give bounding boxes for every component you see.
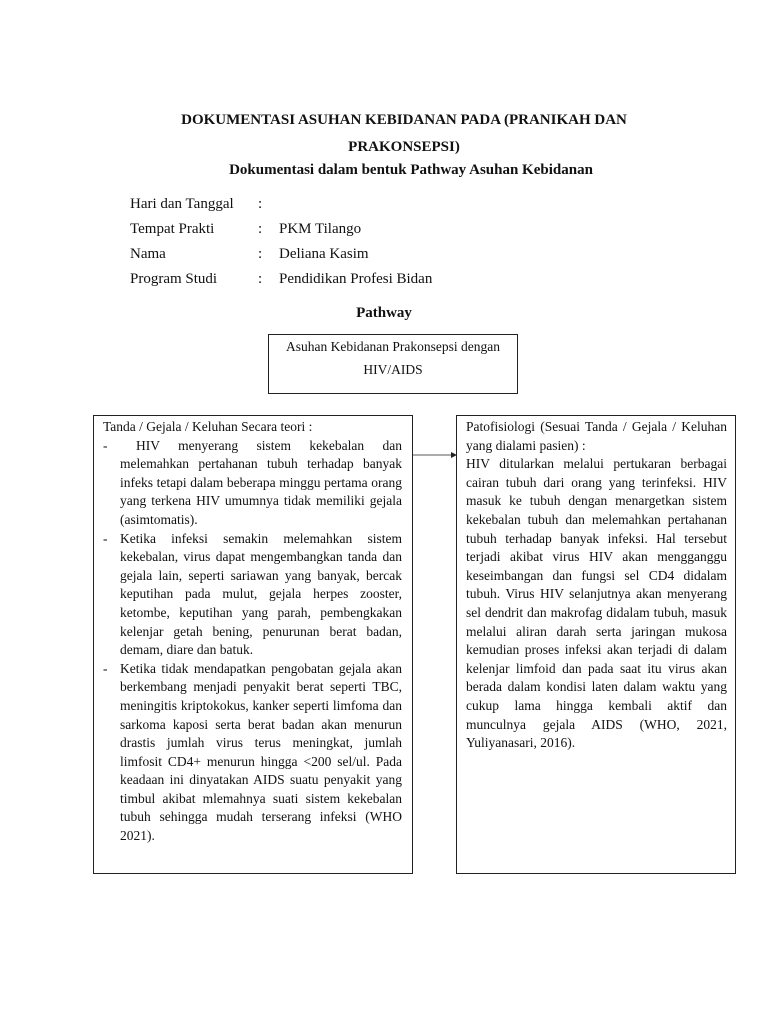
nama-label: Nama bbox=[130, 246, 166, 262]
symptoms-box bbox=[93, 415, 413, 874]
dash-bullet: - bbox=[103, 530, 108, 546]
symptoms-list bbox=[103, 437, 402, 846]
dash-bullet: - bbox=[103, 437, 108, 453]
program-studi-label: Program Studi bbox=[130, 271, 218, 287]
symptoms-box-heading: Tanda / Gejala / Keluhan Secara teori : bbox=[103, 419, 313, 434]
list-item bbox=[103, 530, 402, 660]
pathway-top-box bbox=[268, 334, 518, 394]
list-item bbox=[103, 660, 402, 846]
pathophysiology-body: HIV ditularkan melalui pertukaran berbagai cairan tubuh dari orang yang terinfeksi. HIV masuk ke tubuh dengan menargetkan sistem kekebalan tubuh dan melemahkan pertahanan tubuh terhadap banyak infeksi. Hal tersebut terjadi akibat virus HIV akan mengganggu keseimbangan dan fungsi sel CD4 didalam tubuh. Virus HIV selanjutnya akan menyerang sel dendrit dan makrofag didalam tubuh, masuk melalui aliran darah serta jaringan mukosa kemudian proses infeksi akan terjadi di dalam kelenjar limfoid dan pada saat itu virus akan berada dalam kondisi laten dalam waktu yang cukup lama hingga kembali aktif dan munculnya gejala AIDS (WHO, 2021, Yuliyanasari, 2016). bbox=[466, 456, 727, 751]
list-item-text: Ketika tidak mendapatkan pengobatan gejala akan berkembang menjadi penyakit berat seperti TBC, meningitis kriptokokus, kanker seperti limfoma dan sarkoma kaposi serta berat badan akan menurun drastis jumlah virus terus meningkat, jumlah limfosit CD4+ menurun hingga <200 sel/ul. Pada keadaan ini dinyatakan AIDS suatu penyakit yang timbul akibat mlemahnya suati sistem kekebalan tubuh sehingga mudah terserang infeksi (WHO 2021). bbox=[120, 660, 402, 844]
list-item-text: Ketika infeksi semakin melemahkan sistem kekebalan, virus dapat mengembangkan tanda dan gejala lain, seperti sariawan yang banyak, bercak keputihan pada mulut, gejala herpes zooster, ketombe, keputihan yang parah, pembengkakan kelenjar getah bening, penurunan berat badan, demam, diare dan batuk. bbox=[120, 530, 402, 658]
hari-tanggal-colon: : bbox=[258, 196, 263, 212]
tempat-label: Tempat Prakti bbox=[130, 221, 215, 237]
top-box-line-1: Asuhan Kebidanan Prakonsepsi dengan bbox=[285, 339, 501, 354]
dash-bullet: - bbox=[103, 660, 108, 676]
document-title-line-1: DOKUMENTASI ASUHAN KEBIDANAN PADA (PRANIKAH DAN bbox=[181, 112, 627, 128]
list-item bbox=[103, 437, 402, 530]
document-subtitle: Dokumentasi dalam bentuk Pathway Asuhan Kebidanan bbox=[229, 162, 593, 178]
top-box-line-2: HIV/AIDS bbox=[363, 362, 423, 377]
list-item-text: HIV menyerang sistem kekebalan dan melemahkan pertahanan tubuh terhadap banyak infeks tetapi dalam beberapa minggu pertama orang yang terkena HIV umumnya tidak memiliki gejala (asimtomatis). bbox=[120, 437, 402, 527]
nama-colon: : bbox=[258, 246, 263, 262]
program-studi-colon: : bbox=[258, 271, 263, 287]
program-studi-value: Pendidikan Profesi Bidan bbox=[279, 271, 433, 287]
connector-arrow bbox=[413, 448, 459, 462]
pathophysiology-box bbox=[456, 415, 736, 874]
tempat-value: PKM Tilango bbox=[279, 221, 362, 237]
nama-value: Deliana Kasim bbox=[279, 246, 369, 262]
pathophysiology-box-heading: Patofisiologi (Sesuai Tanda / Gejala / Keluhan yang dialami pasien) : bbox=[466, 419, 727, 453]
pathway-heading: Pathway bbox=[356, 305, 412, 321]
document-title-line-2: PRAKONSEPSI) bbox=[348, 139, 460, 155]
hari-tanggal-label: Hari dan Tanggal bbox=[130, 196, 234, 212]
tempat-colon: : bbox=[258, 221, 263, 237]
